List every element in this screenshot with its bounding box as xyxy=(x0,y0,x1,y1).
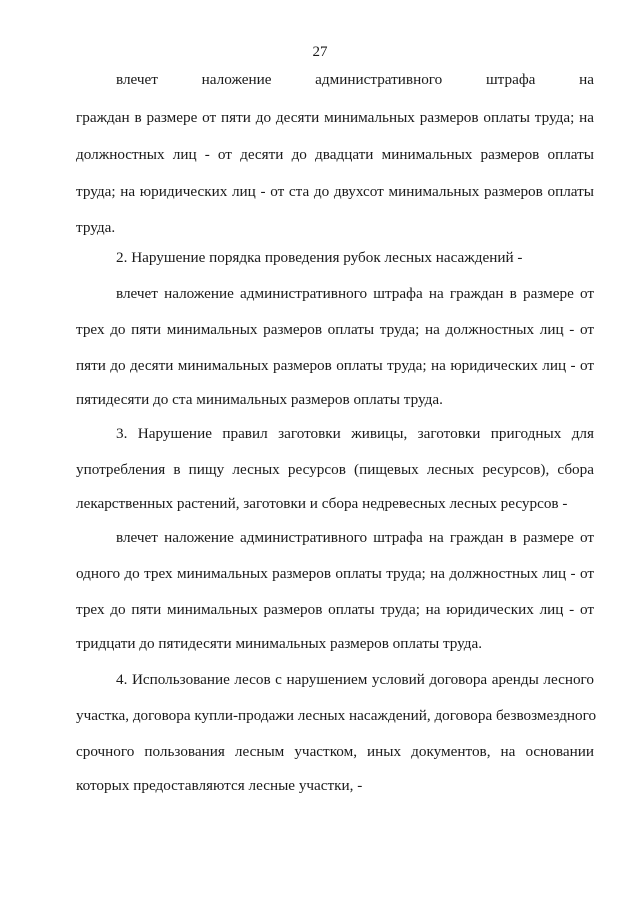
text-line: которых предоставляются лесные участки, - xyxy=(76,777,363,794)
text-line: труда; на юридических лиц - от ста до двухсот минимальных размеров оплаты xyxy=(76,183,594,200)
text-line: труда. xyxy=(76,219,116,236)
text-line: трех до пяти минимальных размеров оплаты труда; на юридических лиц - от xyxy=(76,601,594,618)
text-line: лекарственных растений, заготовки и сбора недревесных лесных ресурсов - xyxy=(76,495,568,512)
text-line: пятидесяти до ста минимальных размеров оплаты труда. xyxy=(76,391,443,408)
text-line: 3. Нарушение правил заготовки живицы, заготовки пригодных для xyxy=(116,425,594,442)
text-line: 2. Нарушение порядка проведения рубок лесных насаждений - xyxy=(116,249,523,266)
text-line: срочного пользования лесным участком, иных документов, на основании xyxy=(76,743,594,760)
text-line: влечет наложение административного штрафа на граждан в размере от xyxy=(116,529,594,546)
text-line: участка, договора купли-продажи лесных насаждений, договора безвозмездного xyxy=(76,707,597,724)
text-line: 4. Использование лесов с нарушением условий договора аренды лесного xyxy=(116,671,594,688)
text-line: употребления в пищу лесных ресурсов (пищевых лесных ресурсов), сбора xyxy=(76,461,594,478)
text-line: пяти до десяти минимальных размеров оплаты труда; на юридических лиц - от xyxy=(76,357,594,374)
text-line: влечет наложение административного штрафа на xyxy=(116,71,594,88)
text-line: должностных лиц - от десяти до двадцати минимальных размеров оплаты xyxy=(76,146,594,163)
text-line: граждан в размере от пяти до десяти минимальных размеров оплаты труда; на xyxy=(76,109,594,126)
text-line: трех до пяти минимальных размеров оплаты труда; на должностных лиц - от xyxy=(76,321,594,338)
text-line: тридцати до пятидесяти минимальных размеров оплаты труда. xyxy=(76,635,483,652)
text-line: влечет наложение административного штрафа на граждан в размере от xyxy=(116,285,594,302)
page-number: 27 xyxy=(312,44,328,60)
text-line: одного до трех минимальных размеров оплаты труда; на должностных лиц - от xyxy=(76,565,594,582)
